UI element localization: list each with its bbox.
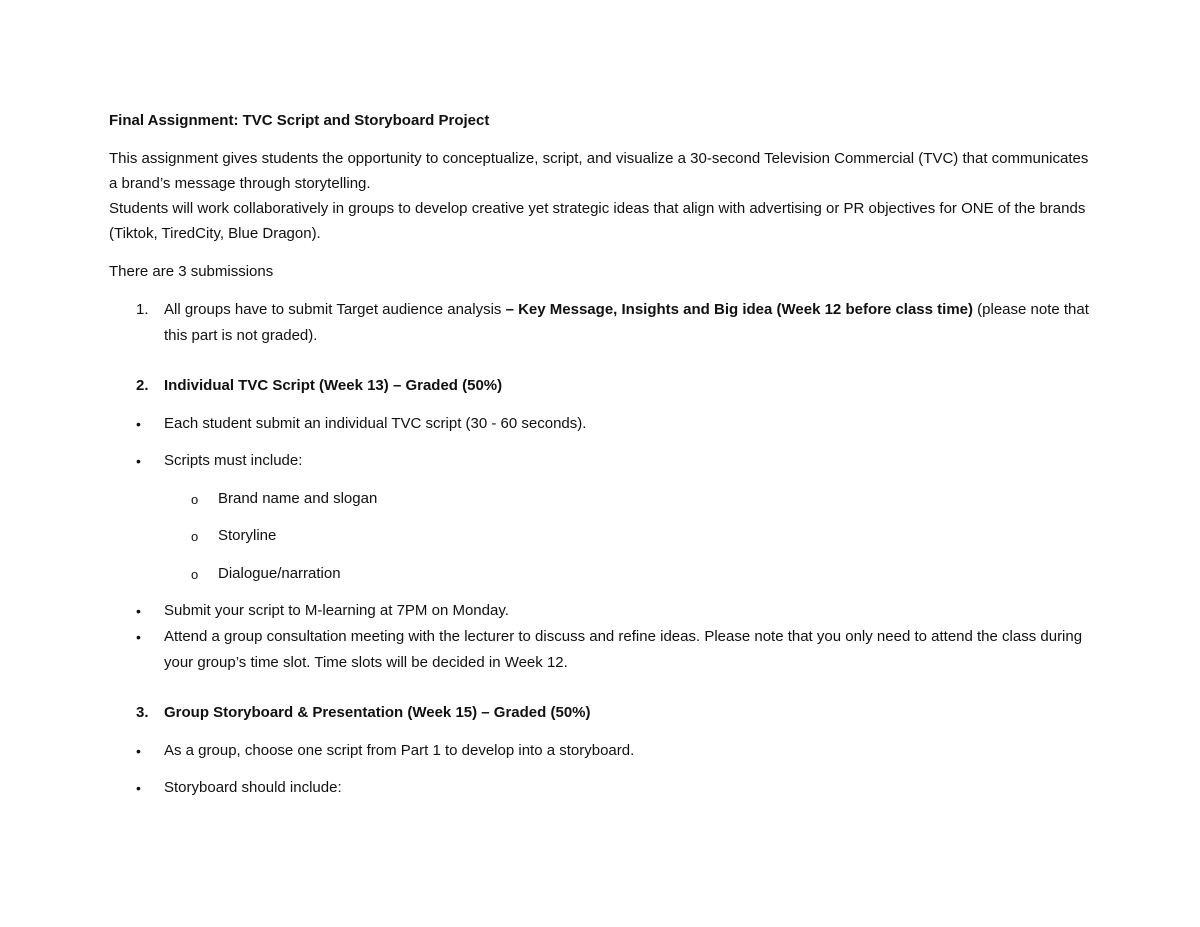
section-3-number: 3. xyxy=(136,704,149,721)
bullet-icon: • xyxy=(136,416,141,432)
section-1-number: 1. xyxy=(136,301,149,318)
intro-paragraph-1 xyxy=(109,146,1099,246)
section-2-number: 2. xyxy=(136,377,149,394)
bullet-text: As a group, choose one script from Part 1 to develop into a storyboard. xyxy=(164,742,635,759)
submissions-intro: There are 3 submissions xyxy=(109,263,274,280)
bullet-icon: • xyxy=(136,603,141,619)
bullet-text: Scripts must include: xyxy=(164,452,303,469)
section-2-title: Individual TVC Script (Week 13) – Graded (50%) xyxy=(164,377,503,394)
sub-bullet-text: Storyline xyxy=(218,527,277,544)
bullet-icon: • xyxy=(136,629,141,645)
sub-bullet-icon: o xyxy=(191,492,199,507)
bullet-text: Attend a group consultation meeting with the lecturer to discuss and refine ideas. Please note that you only need to attend the class during your group’s time slot. Time slots will be decided in Week 12. xyxy=(164,628,1083,671)
sub-bullet-text: Dialogue/narration xyxy=(218,565,341,582)
bullet-icon: • xyxy=(136,453,141,469)
bullet-text: Each student submit an individual TVC script (30 - 60 seconds). xyxy=(164,415,587,432)
intro-text-2: Students will work collaboratively in groups to develop creative yet strategic ideas that align with advertising or PR objectives for ONE of the brands (Tiktok, TiredCity, Blue Dragon). xyxy=(109,200,1086,242)
bullet-text: Submit your script to M-learning at 7PM on Monday. xyxy=(164,602,509,619)
bullet-icon: • xyxy=(136,743,141,759)
bullet-icon: • xyxy=(136,780,141,796)
bullet-text: Storyboard should include: xyxy=(164,779,342,796)
section-1-text: All groups have to submit Target audience analysis – Key Message, Insights and Big idea (Week 12 before class time) (please note that this part is not graded). xyxy=(164,301,1089,344)
document-title: Final Assignment: TVC Script and Storyboard Project xyxy=(109,112,490,129)
sub-bullet-icon: o xyxy=(191,529,199,544)
intro-text-1: This assignment gives students the opportunity to conceptualize, script, and visualize a 30-second Television Commercial (TVC) that communicates a brand’s message through storytelling. xyxy=(109,150,1089,192)
section-3-title: Group Storyboard & Presentation (Week 15) – Graded (50%) xyxy=(164,704,591,721)
section-1-bold: – Key Message, Insights and Big idea (Week 12 before class time) xyxy=(505,301,973,318)
sub-bullet-icon: o xyxy=(191,567,199,582)
sub-bullet-text: Brand name and slogan xyxy=(218,490,378,507)
